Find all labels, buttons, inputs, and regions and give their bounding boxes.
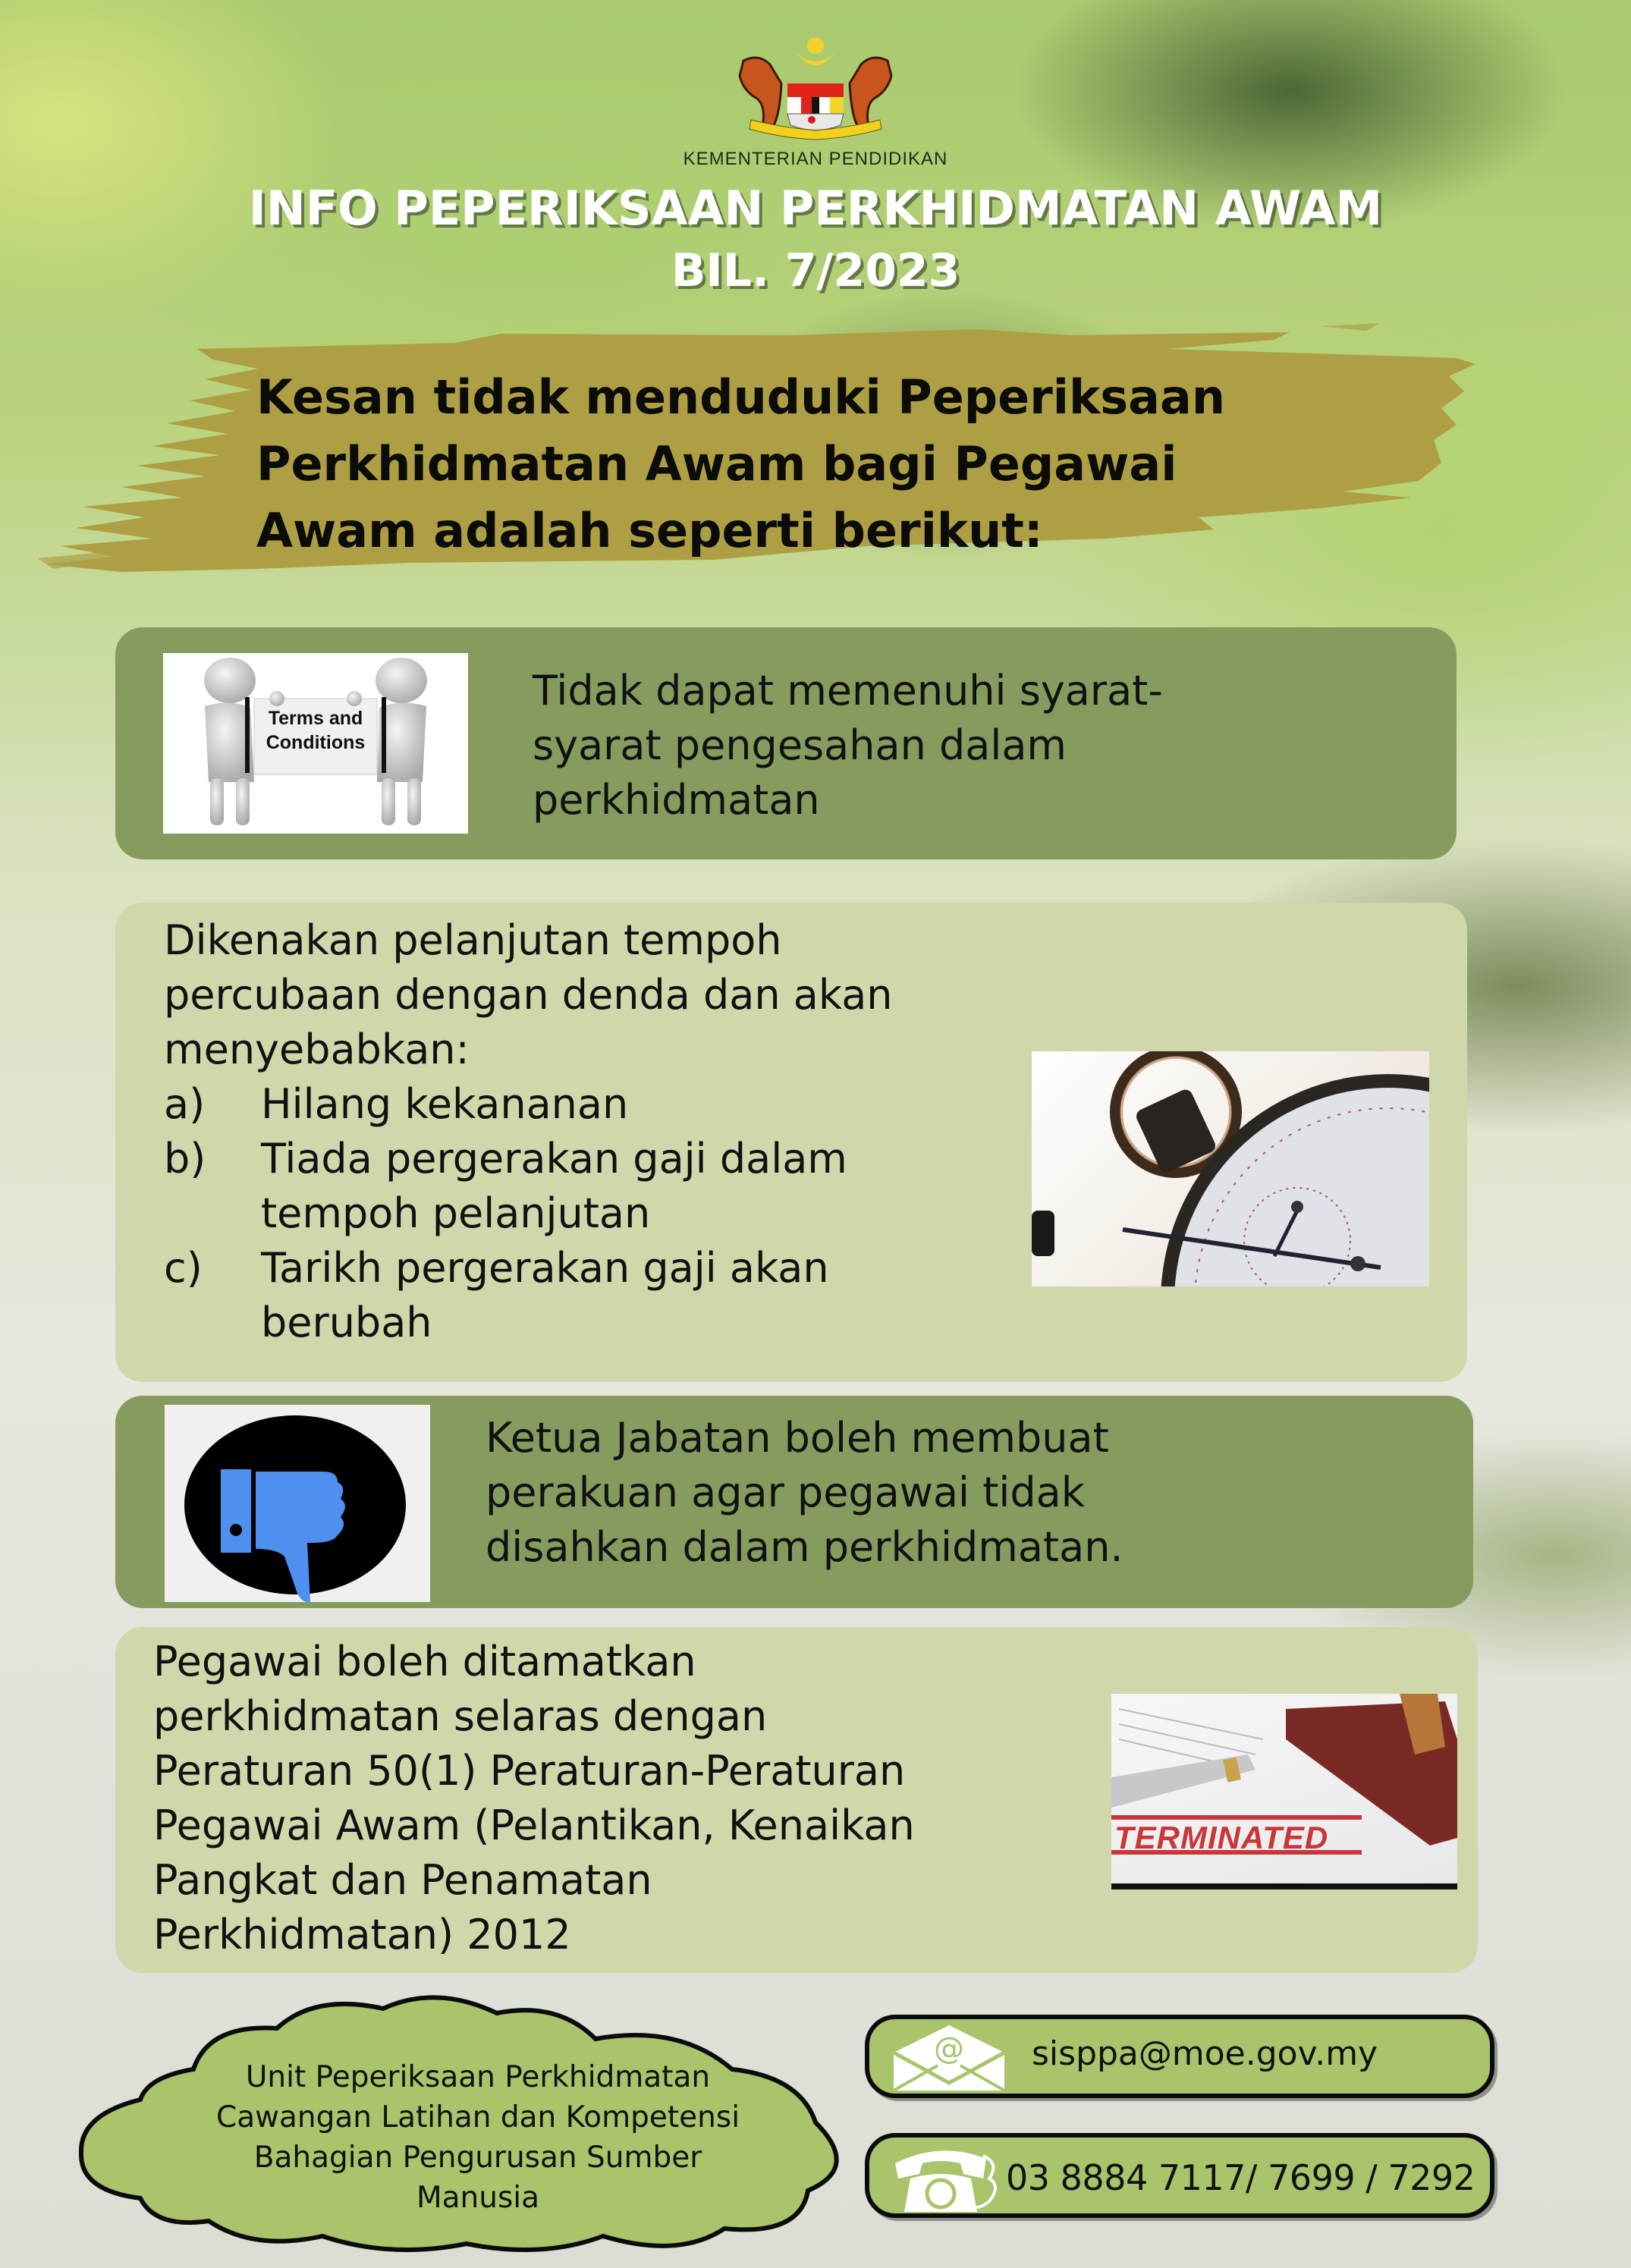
list-item: [164, 1132, 893, 1241]
email-address[interactable]: sisppa@moe.gov.my: [1032, 2034, 1378, 2073]
card-line: percubaan dengan denda dan akan: [164, 971, 893, 1019]
issue-number: BIL. 7/2023: [671, 244, 960, 297]
card-line: Pegawai Awam (Pelantikan, Kenaikan: [153, 1802, 915, 1849]
card-line: Perkhidmatan) 2012: [153, 1911, 571, 1959]
list-text: Hilang kekananan: [261, 1080, 629, 1128]
card-line: Pangkat dan Penamatan: [153, 1856, 652, 1904]
effect-card-termination: [115, 1627, 1478, 1973]
email-icon: [892, 2024, 1006, 2092]
stopwatch-icon: [1032, 1051, 1429, 1286]
email-contact[interactable]: [865, 2015, 1494, 2098]
department-line: Manusia: [416, 2181, 540, 2215]
card-text: [533, 664, 1163, 828]
page-title: INFO PEPERIKSAAN PERKHIDMATAN AWAM: [248, 181, 1383, 236]
svg-text:@: @: [934, 2031, 964, 2066]
ministry-name: KEMENTERIAN PENDIDIKAN: [683, 149, 948, 169]
department-name: [137, 2057, 819, 2218]
card-line: menyebabkan:: [164, 1026, 470, 1073]
card-line: Dikenakan pelanjutan tempoh: [164, 916, 782, 964]
department-line: Cawangan Latihan dan Kompetensi: [215, 2100, 740, 2134]
card-line: perkhidmatan: [533, 776, 820, 824]
list-line: Tiada pergerakan gaji dalam: [261, 1135, 847, 1183]
coat-of-arms-logo: [721, 30, 910, 140]
list-item: [164, 1077, 893, 1132]
banner-heading: [256, 364, 1470, 564]
card-line: Tidak dapat memenuhi syarat-: [533, 667, 1163, 715]
banner-line: Awam adalah seperti berikut:: [256, 503, 1043, 558]
department-line: Unit Peperiksaan Perkhidmatan: [245, 2060, 711, 2094]
list-line: Tarikh pergerakan gaji akan: [261, 1244, 829, 1292]
card-line: syarat pengesahan dalam: [533, 721, 1067, 769]
list-marker: b): [164, 1135, 206, 1183]
list-text: [261, 1241, 829, 1350]
image-caption: Terms and: [268, 708, 363, 729]
list-text: [261, 1132, 847, 1241]
card-line: Peraturan 50(1) Peraturan-Peraturan: [153, 1747, 906, 1795]
stamp-label: TERMINATED: [1114, 1820, 1329, 1855]
image-caption: Conditions: [266, 732, 366, 753]
telephone-icon: [888, 2141, 1001, 2213]
effect-card-recommendation: [115, 1396, 1473, 1608]
card-text: [486, 1411, 1123, 1575]
stopwatch-image: [1032, 1051, 1429, 1286]
terminated-stamp-image: [1111, 1694, 1457, 1889]
card-line: perkhidmatan selaras dengan: [153, 1692, 768, 1740]
card-line: disahkan dalam perkhidmatan.: [486, 1523, 1123, 1571]
effect-card-conditions: [115, 627, 1457, 859]
thumbs-down-icon: [165, 1405, 430, 1602]
list-line: berubah: [261, 1299, 432, 1346]
phone-contact[interactable]: [865, 2133, 1494, 2218]
card-text: [153, 1635, 915, 1962]
card-line: perakuan agar pegawai tidak: [486, 1469, 1086, 1516]
banner-line: Kesan tidak menduduki Peperiksaan: [256, 369, 1225, 425]
terms-and-conditions-image: [163, 653, 468, 834]
department-line: Bahagian Pengurusan Sumber: [253, 2141, 702, 2175]
banner-line: Perkhidmatan Awam bagi Pegawai: [256, 436, 1177, 492]
card-line: Ketua Jabatan boleh membuat: [486, 1414, 1109, 1462]
phone-number[interactable]: 03 8884 7117/ 7699 / 7292: [1006, 2157, 1475, 2198]
list-item: [164, 1241, 893, 1350]
list-marker: c): [164, 1244, 203, 1292]
thumbs-down-image: [165, 1405, 430, 1602]
list-marker: a): [164, 1080, 206, 1128]
effect-card-probation: [115, 903, 1467, 1382]
list-line: tempoh pelanjutan: [261, 1189, 651, 1237]
card-line: Pegawai boleh ditamatkan: [153, 1638, 696, 1685]
card-text: [164, 913, 893, 1350]
